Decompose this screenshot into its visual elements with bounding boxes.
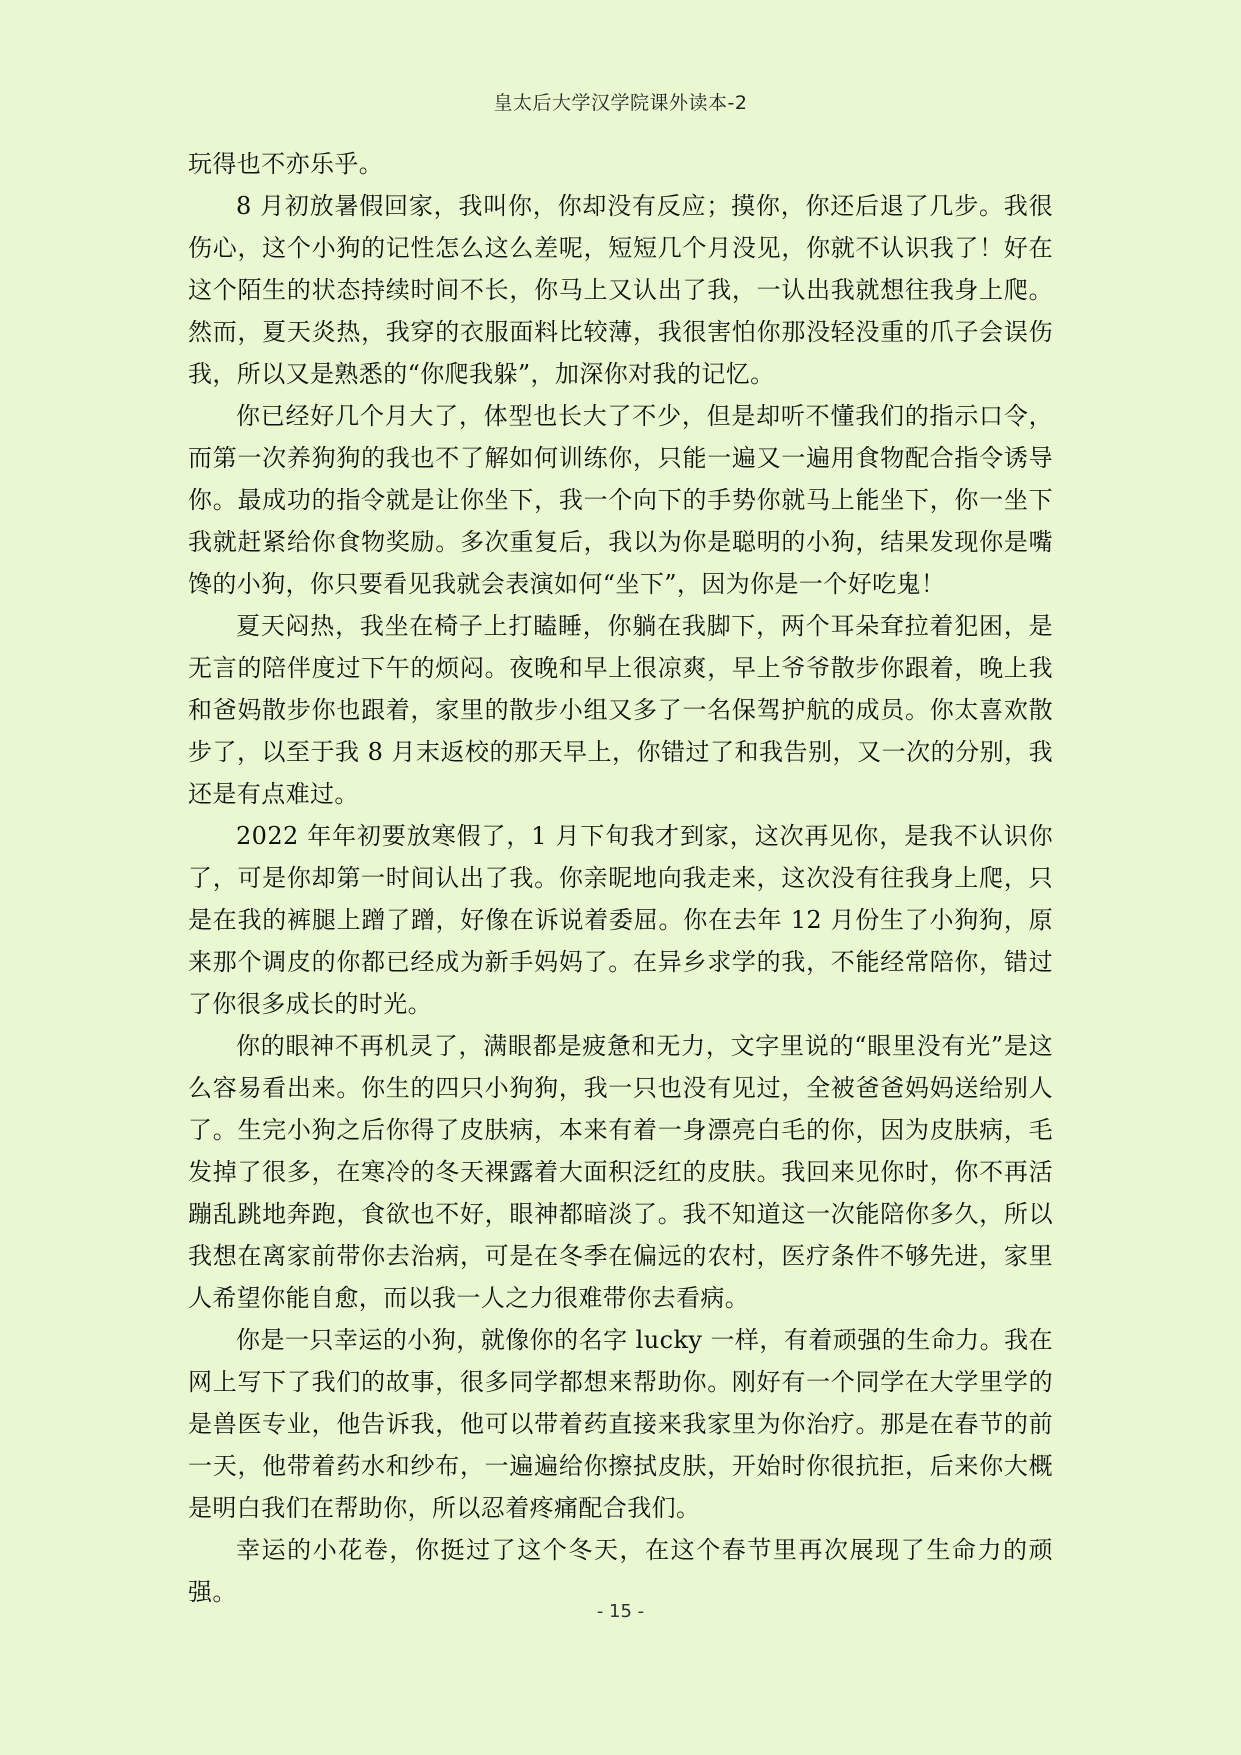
paragraph: 你是一只幸运的小狗，就像你的名字 lucky 一样，有着顽强的生命力。我在网上写下了我们的故事，很多同学都想来帮助你。刚好有一个同学在大学里学的是兽医专业，他告诉我，他可以带着药直接来我家里为你治疗。那是在春节的前一天，他带着药水和纱布，一遍遍给你擦拭皮肤，开始时你很抗拒，后来你大概是明白我们在帮助你，所以忍着疼痛配合我们。 [188, 1326, 1053, 1522]
page-number: - 15 - [596, 1601, 645, 1622]
paragraph: 你已经好几个月大了，体型也长大了不少，但是却听不懂我们的指示口令，而第一次养狗狗的我也不了解如何训练你，只能一遍又一遍用食物配合指令诱导你。最成功的指令就是让你坐下，我一个向下的手势你就马上能坐下，你一坐下我就赶紧给你食物奖励。多次重复后，我以为你是聪明的小狗，结果发现你是嘴馋的小狗，你只要看见我就会表演如何“坐下”，因为你是一个好吃鬼！ [188, 402, 1053, 598]
running-header: 皇太后大学汉学院课外读本-2 [493, 92, 748, 114]
paragraph: 8 月初放暑假回家，我叫你，你却没有反应；摸你，你还后退了几步。我很伤心，这个小狗的记性怎么这么差呢，短短几个月没见，你就不认识我了！好在这个陌生的状态持续时间不长，你马上又认出了我，一认出我就想往我身上爬。然而，夏天炎热，我穿的衣服面料比较薄，我很害怕你那没轻没重的爪子会误伤我，所以又是熟悉的“你爬我躲”，加深你对我的记忆。 [188, 192, 1053, 388]
paragraph: 玩得也不亦乐乎。 [188, 150, 384, 178]
paragraph: 2022 年年初要放寒假了，1 月下旬我才到家，这次再见你，是我不认识你了，可是你却第一时间认出了我。你亲昵地向我走来，这次没有往我身上爬，只是在我的裤腿上蹭了蹭，好像在诉说着委屈。你在去年 12 月份生了小狗狗，原来那个调皮的你都已经成为新手妈妈了。在异乡求学的我，不能经常陪你，错过了你很多成长的时光。 [188, 822, 1053, 1018]
paragraph: 你的眼神不再机灵了，满眼都是疲惫和无力，文字里说的“眼里没有光”是这么容易看出来。你生的四只小狗狗，我一只也没有见过，全被爸爸妈妈送给别人了。生完小狗之后你得了皮肤病，本来有着一身漂亮白毛的你，因为皮肤病，毛发掉了很多，在寒冷的冬天裸露着大面积泛红的皮肤。我回来见你时，你不再活蹦乱跳地奔跑，食欲也不好，眼神都暗淡了。我不知道这一次能陪你多久，所以我想在离家前带你去治病，可是在冬季在偏远的农村，医疗条件不够先进，家里人希望你能自愈，而以我一人之力很难带你去看病。 [188, 1032, 1053, 1312]
body-text [188, 143, 1053, 1613]
paragraph: 幸运的小花卷，你挺过了这个冬天，在这个春节里再次展现了生命力的顽强。 [188, 1536, 1053, 1606]
paragraph: 夏天闷热，我坐在椅子上打瞌睡，你躺在我脚下，两个耳朵耷拉着犯困，是无言的陪伴度过下午的烦闷。夜晚和早上很凉爽，早上爷爷散步你跟着，晚上我和爸妈散步你也跟着，家里的散步小组又多了一名保驾护航的成员。你太喜欢散步了，以至于我 8 月末返校的那天早上，你错过了和我告别，又一次的分别，我还是有点难过。 [188, 612, 1053, 808]
